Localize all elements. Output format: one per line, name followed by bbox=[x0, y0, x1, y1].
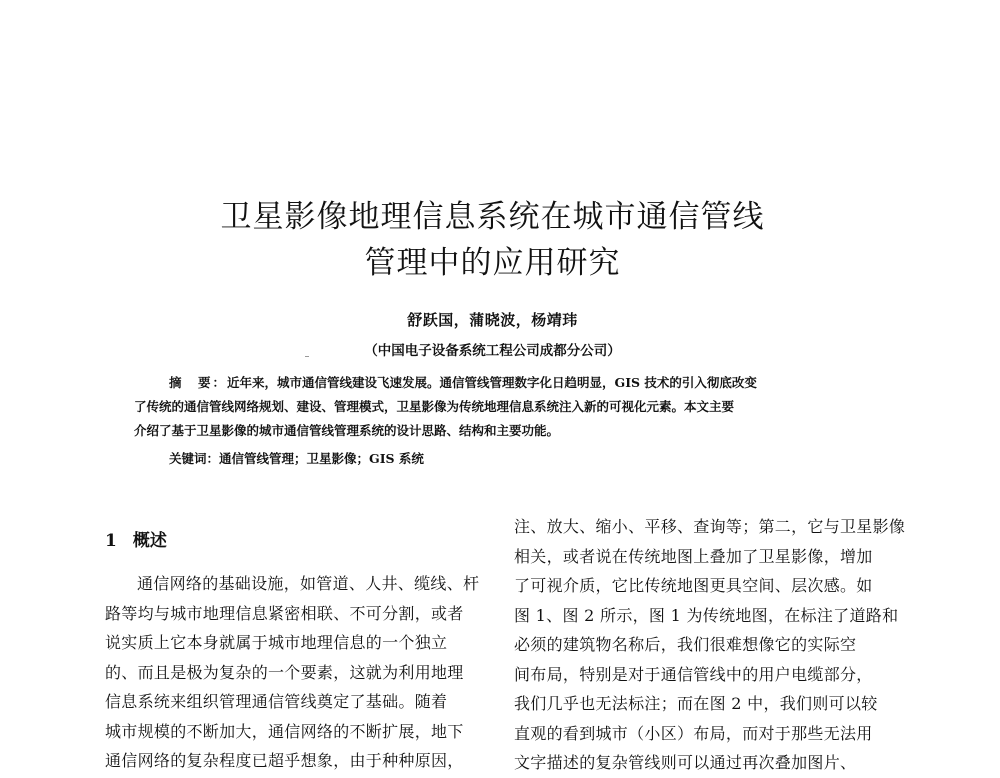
body-text-line: 图 1、图 2 所示，图 1 为传统地图，在标注了道路和 bbox=[514, 605, 899, 625]
abstract-block bbox=[134, 371, 858, 443]
body-text-line: 信息系统来组织管理通信管线奠定了基础。随着 bbox=[105, 692, 448, 711]
left-column bbox=[105, 516, 485, 776]
author-affiliation: （中国电子设备系统工程公司成都分公司） bbox=[364, 343, 621, 359]
section-heading bbox=[105, 526, 485, 551]
keywords-line bbox=[169, 449, 424, 467]
keywords-text: 通信管线管理；卫星影像；GIS 系统 bbox=[219, 451, 424, 466]
body-text-line: 通信网络的基础设施，如管道、人井、缆线、杆 bbox=[137, 574, 480, 593]
body-text-line: 必须的建筑物名称后，我们很难想像它的实际空 bbox=[514, 635, 857, 654]
paper-title-line-1: 卫星影像地理信息系统在城市通信管线 bbox=[220, 199, 765, 235]
body-text-line: 路等均与城市地理信息紧密相联、不可分割，或者 bbox=[105, 603, 464, 623]
body-text-line: 城市规模的不断加大，通信网络的不断扩展，地下 bbox=[105, 721, 464, 741]
keywords-label: 关键词： bbox=[169, 451, 220, 466]
body-text-line: 通信网络的复杂程度已超乎想象，由于种种原因， bbox=[105, 751, 464, 770]
body-text-line: 直观的看到城市（小区）布局，而对于那些无法用 bbox=[514, 723, 873, 743]
section-title: 概述 bbox=[132, 531, 167, 551]
abstract-label: 摘 要： bbox=[169, 375, 228, 390]
body-text-line: 我们几乎也无法标注；而在图 2 中，我们则可以较 bbox=[514, 694, 878, 713]
abstract-line-3: 介绍了基于卫星影像的城市通信管线管理系统的设计思路、结构和主要功能。 bbox=[134, 423, 560, 438]
abstract-line-2: 了传统的通信管线网络规划、建设、管理模式，卫星影像为传统地理信息系统注入新的可视化元素。本文主要 bbox=[134, 399, 735, 414]
body-text-line: 注、放大、缩小、平移、查询等；第二，它与卫星影像 bbox=[514, 517, 906, 536]
separator-mark bbox=[305, 356, 309, 357]
abstract-text-1: 近年来，城市通信管线建设飞速发展。通信管线管理数字化日趋明显，GIS 技术的引入彻底改变 bbox=[227, 375, 757, 390]
paper-title-line-2: 管理中的应用研究 bbox=[364, 245, 621, 281]
body-text-line: 文字描述的复杂管线则可以通过再次叠加图片、 bbox=[514, 753, 857, 772]
author-list: 舒跃国，蒲晓波，杨靖玮 bbox=[407, 311, 578, 329]
abstract-line-1 bbox=[134, 371, 858, 395]
body-text-line: 相关，或者说在传统地图上叠加了卫星影像，增加 bbox=[514, 546, 873, 566]
section-number: 1 bbox=[105, 531, 117, 551]
body-text-line: 了可视介质，它比传统地图更具空间、层次感。如 bbox=[514, 576, 873, 595]
body-text-line: 的、而且是极为复杂的一个要素，这就为利用地理 bbox=[105, 662, 464, 682]
body-text-line: 间布局，特别是对于通信管线中的用户电缆部分， bbox=[514, 664, 873, 684]
right-column bbox=[514, 512, 906, 778]
body-text-line: 说实质上它本身就属于城市地理信息的一个独立 bbox=[105, 633, 448, 652]
